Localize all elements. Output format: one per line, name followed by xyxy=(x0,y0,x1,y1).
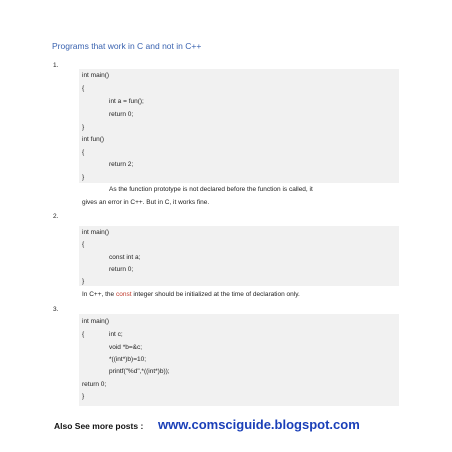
example-1-note: As the function prototype is not declared before the function is called, it xyxy=(109,186,313,193)
code-line: *((int*)b)=10; xyxy=(109,356,147,363)
example-2-number: 2. xyxy=(53,213,59,220)
code-line: int main() xyxy=(82,318,110,325)
code-line: int c; xyxy=(109,331,123,338)
code-line: { xyxy=(82,149,85,156)
footer-label: Also See more posts : xyxy=(54,421,144,431)
example-1-number: 1. xyxy=(53,62,59,69)
code-line: int main() xyxy=(82,229,110,236)
note-text: integer should be initialized at the time of declaration only. xyxy=(131,291,300,298)
note-text: In C++, the xyxy=(82,291,116,298)
code-line: return 0; xyxy=(82,381,107,388)
code-line: void *b=&c; xyxy=(109,344,143,351)
code-line: { xyxy=(82,241,85,248)
blog-link[interactable]: www.comsciguide.blogspot.com xyxy=(158,417,360,432)
example-3-number: 3. xyxy=(53,306,59,313)
code-line: } xyxy=(82,278,85,285)
code-line: const int a; xyxy=(109,254,141,261)
code-line: { xyxy=(82,331,85,338)
code-line: int main() xyxy=(82,72,110,79)
code-line: int a = fun(); xyxy=(109,98,144,105)
code-line: } xyxy=(82,124,85,131)
page-title: Programs that work in C and not in C++ xyxy=(52,41,202,51)
code-line: return 2; xyxy=(109,161,134,168)
code-line: { xyxy=(82,85,85,92)
code-line: } xyxy=(82,174,85,181)
const-keyword: const xyxy=(115,291,132,298)
code-line: } xyxy=(82,393,85,400)
example-1-note: gives an error in C++. But in C, it works fine. xyxy=(82,199,210,206)
code-line: return 0; xyxy=(109,111,134,118)
code-line: return 0; xyxy=(109,266,134,273)
code-line: printf("%d",*((int*)b)); xyxy=(109,368,170,375)
code-line: int fun() xyxy=(82,136,105,143)
example-2-note xyxy=(82,291,300,298)
